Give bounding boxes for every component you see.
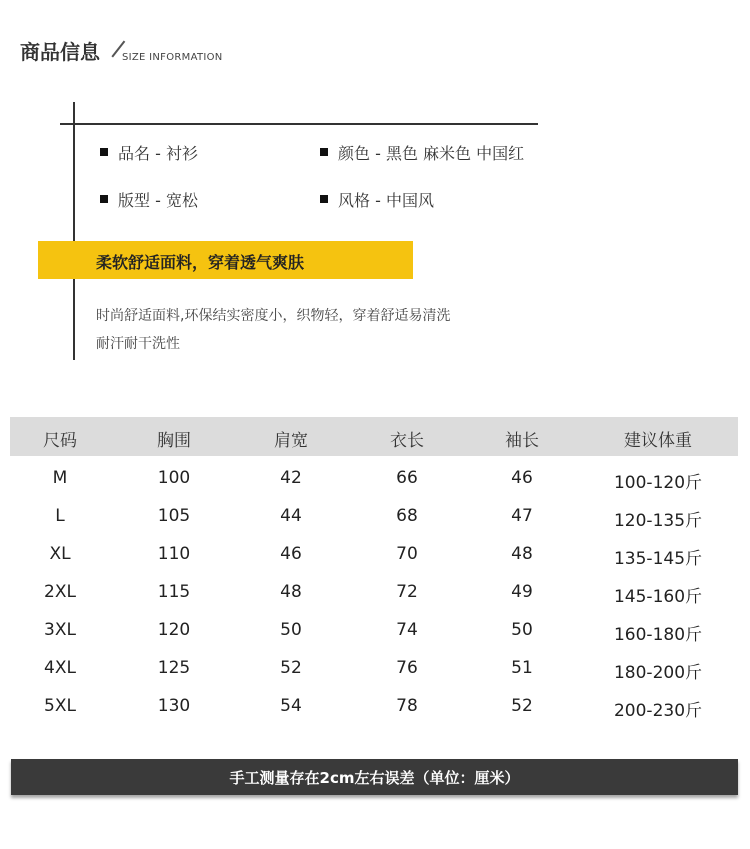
info-item-fit: 版型 - 宽松: [100, 188, 198, 211]
cell-size: M: [52, 468, 68, 488]
cell-sleeve: 51: [511, 658, 533, 678]
cell-weight: 145-160斤: [613, 587, 703, 607]
cell-size: 2XL: [44, 582, 76, 602]
table-row: [0, 544, 750, 582]
title-en: SIZE INFORMATION: [122, 52, 223, 63]
cell-shoulder: 52: [280, 658, 302, 678]
cell-size: 3XL: [44, 620, 76, 640]
square-bullet-icon: [100, 148, 108, 156]
measurement-note: 手工测量存在2cm左右误差（单位：厘米）: [229, 769, 520, 787]
size-table-header: [10, 417, 738, 456]
cell-chest: 120: [157, 620, 191, 640]
cell-weight: 100-120斤: [613, 473, 703, 493]
info-item-style: 风格 - 中国风: [320, 188, 434, 211]
cell-chest: 105: [157, 506, 191, 526]
table-row: [0, 506, 750, 544]
cell-weight: 160-180斤: [613, 625, 703, 645]
table-row: [0, 620, 750, 658]
cell-size: 5XL: [44, 696, 76, 716]
table-row: [0, 582, 750, 620]
cell-length: 66: [396, 468, 418, 488]
description-line-1: 时尚舒适面料,环保结实密度小，织物轻，穿着舒适易清洗: [96, 308, 451, 324]
cell-weight: 180-200斤: [613, 663, 703, 683]
measurement-note-bar: [11, 759, 738, 795]
cell-shoulder: 48: [280, 582, 302, 602]
cell-chest: 125: [157, 658, 191, 678]
highlight-banner: [38, 241, 413, 279]
table-row: [0, 696, 750, 734]
cell-chest: 130: [157, 696, 191, 716]
info-item-color: 颜色 - 黑色 麻米色 中国红: [320, 141, 524, 164]
header-sleeve: 袖长: [505, 431, 539, 451]
header-chest: 胸围: [157, 431, 191, 451]
cell-chest: 100: [157, 468, 191, 488]
cell-shoulder: 44: [280, 506, 302, 526]
cell-size: 4XL: [44, 658, 76, 678]
cell-chest: 115: [157, 582, 191, 602]
cell-length: 68: [396, 506, 418, 526]
square-bullet-icon: [320, 195, 328, 203]
cell-length: 76: [396, 658, 418, 678]
cell-shoulder: 46: [280, 544, 302, 564]
cell-sleeve: 49: [511, 582, 533, 602]
cell-weight: 200-230斤: [613, 701, 703, 721]
cell-length: 78: [396, 696, 418, 716]
horizontal-rule: [60, 123, 538, 125]
cell-size: XL: [49, 544, 71, 564]
cell-sleeve: 47: [511, 506, 533, 526]
highlight-text: 柔软舒适面料，穿着透气爽肤: [96, 253, 305, 272]
cell-shoulder: 54: [280, 696, 302, 716]
cell-sleeve: 46: [511, 468, 533, 488]
cell-chest: 110: [157, 544, 191, 564]
cell-weight: 135-145斤: [613, 549, 703, 569]
table-row: [0, 468, 750, 506]
header-weight: 建议体重: [624, 431, 692, 451]
cell-length: 74: [396, 620, 418, 640]
cell-shoulder: 42: [280, 468, 302, 488]
cell-shoulder: 50: [280, 620, 302, 640]
cell-sleeve: 48: [511, 544, 533, 564]
description-line-2: 耐汗耐干洗性: [96, 336, 180, 352]
cell-length: 70: [396, 544, 418, 564]
square-bullet-icon: [320, 148, 328, 156]
square-bullet-icon: [100, 195, 108, 203]
cell-sleeve: 52: [511, 696, 533, 716]
cell-weight: 120-135斤: [613, 511, 703, 531]
cell-sleeve: 50: [511, 620, 533, 640]
info-item-name: 品名 - 衬衫: [100, 141, 198, 164]
header-length: 衣长: [390, 431, 424, 451]
title-cn: 商品信息: [20, 40, 100, 64]
cell-length: 72: [396, 582, 418, 602]
header-size: 尺码: [43, 431, 77, 451]
header-shoulder: 肩宽: [274, 431, 308, 451]
vertical-rule: [73, 102, 75, 360]
cell-size: L: [55, 506, 65, 526]
table-row: [0, 658, 750, 696]
